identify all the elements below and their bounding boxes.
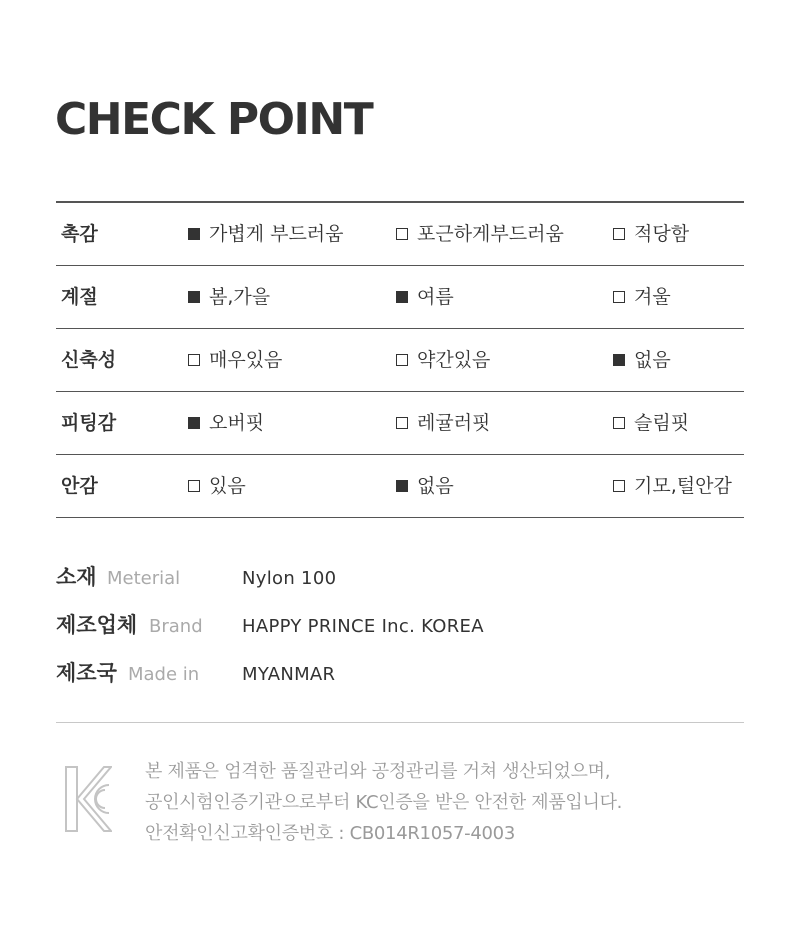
option: [613, 412, 689, 434]
option: [396, 286, 454, 308]
checkbox-checked-icon: [188, 228, 200, 240]
checkbox-unchecked-icon: [188, 480, 200, 492]
checkbox-unchecked-icon: [613, 291, 625, 303]
option: [396, 475, 454, 497]
checkbox-unchecked-icon: [613, 480, 625, 492]
option-label: 적당함: [634, 223, 690, 245]
option: [613, 286, 671, 308]
checkbox-checked-icon: [188, 417, 200, 429]
option-label: 있음: [209, 475, 246, 497]
spec-label-en: Meterial: [107, 568, 181, 589]
checkbox-unchecked-icon: [396, 228, 408, 240]
spec-label-en: Brand: [149, 616, 203, 637]
check-row-season: [56, 266, 744, 329]
row-label: 피팅감: [61, 412, 117, 434]
check-row-fit: [56, 392, 744, 455]
option-label: 매우있음: [209, 349, 283, 371]
checkbox-unchecked-icon: [613, 228, 625, 240]
option-label: 없음: [634, 349, 671, 371]
section-divider: [56, 722, 744, 723]
option-label: 없음: [417, 475, 454, 497]
spec-label: 제조국: [56, 661, 117, 685]
option-label: 기모,털안감: [634, 475, 732, 497]
option-label: 여름: [417, 286, 454, 308]
spec-label: 제조업체: [56, 613, 138, 637]
option: [188, 286, 270, 308]
checkbox-checked-icon: [188, 291, 200, 303]
option-label: 포근하게부드러움: [417, 223, 564, 245]
check-row-texture: [56, 203, 744, 266]
checkbox-unchecked-icon: [613, 417, 625, 429]
checkbox-checked-icon: [613, 354, 625, 366]
check-row-stretch: [56, 329, 744, 392]
spec-value: MYANMAR: [242, 664, 336, 685]
option-label: 약간있음: [417, 349, 491, 371]
certification-number: 안전확인신고확인증번호 : CB014R1057-4003: [145, 823, 515, 844]
option-label: 봄,가을: [209, 286, 271, 308]
certification-notice: [145, 756, 622, 849]
spec-value: Nylon 100: [242, 568, 337, 589]
option: [188, 223, 344, 245]
checkbox-unchecked-icon: [396, 417, 408, 429]
certification-line: 본 제품은 엄격한 품질관리와 공정관리를 거쳐 생산되었으며,: [145, 761, 611, 782]
row-label: 안감: [61, 475, 98, 497]
spec-value: HAPPY PRINCE Inc. KOREA: [242, 616, 484, 637]
option: [396, 349, 490, 371]
option-label: 가볍게 부드러움: [209, 223, 344, 245]
option-label: 겨울: [634, 286, 671, 308]
spec-label-en: Made in: [128, 664, 200, 685]
spec-label: 소재: [56, 565, 97, 589]
kc-certification-icon: [64, 765, 112, 833]
option: [396, 223, 564, 245]
option-label: 레귤러핏: [417, 412, 491, 434]
option: [188, 412, 264, 434]
option-label: 오버핏: [209, 412, 265, 434]
row-label: 계절: [61, 286, 98, 308]
checkbox-unchecked-icon: [396, 354, 408, 366]
certification-line: 공인시험인증기관으로부터 KC인증을 받은 안전한 제품입니다.: [145, 792, 623, 813]
option: [613, 223, 689, 245]
spec-brand: [56, 610, 746, 640]
option: [396, 412, 490, 434]
spec-origin: [56, 658, 746, 688]
check-row-lining: [56, 455, 744, 518]
option-label: 슬림핏: [634, 412, 690, 434]
option: [613, 349, 671, 371]
checkbox-checked-icon: [396, 291, 408, 303]
checkbox-unchecked-icon: [188, 354, 200, 366]
row-label: 촉감: [61, 223, 98, 245]
row-label: 신축성: [61, 349, 117, 371]
page-title: CHECK POINT: [55, 94, 373, 145]
spec-material: [56, 562, 746, 592]
option: [613, 475, 732, 497]
checkbox-checked-icon: [396, 480, 408, 492]
check-point-table: [56, 201, 744, 518]
option: [188, 475, 246, 497]
option: [188, 349, 282, 371]
